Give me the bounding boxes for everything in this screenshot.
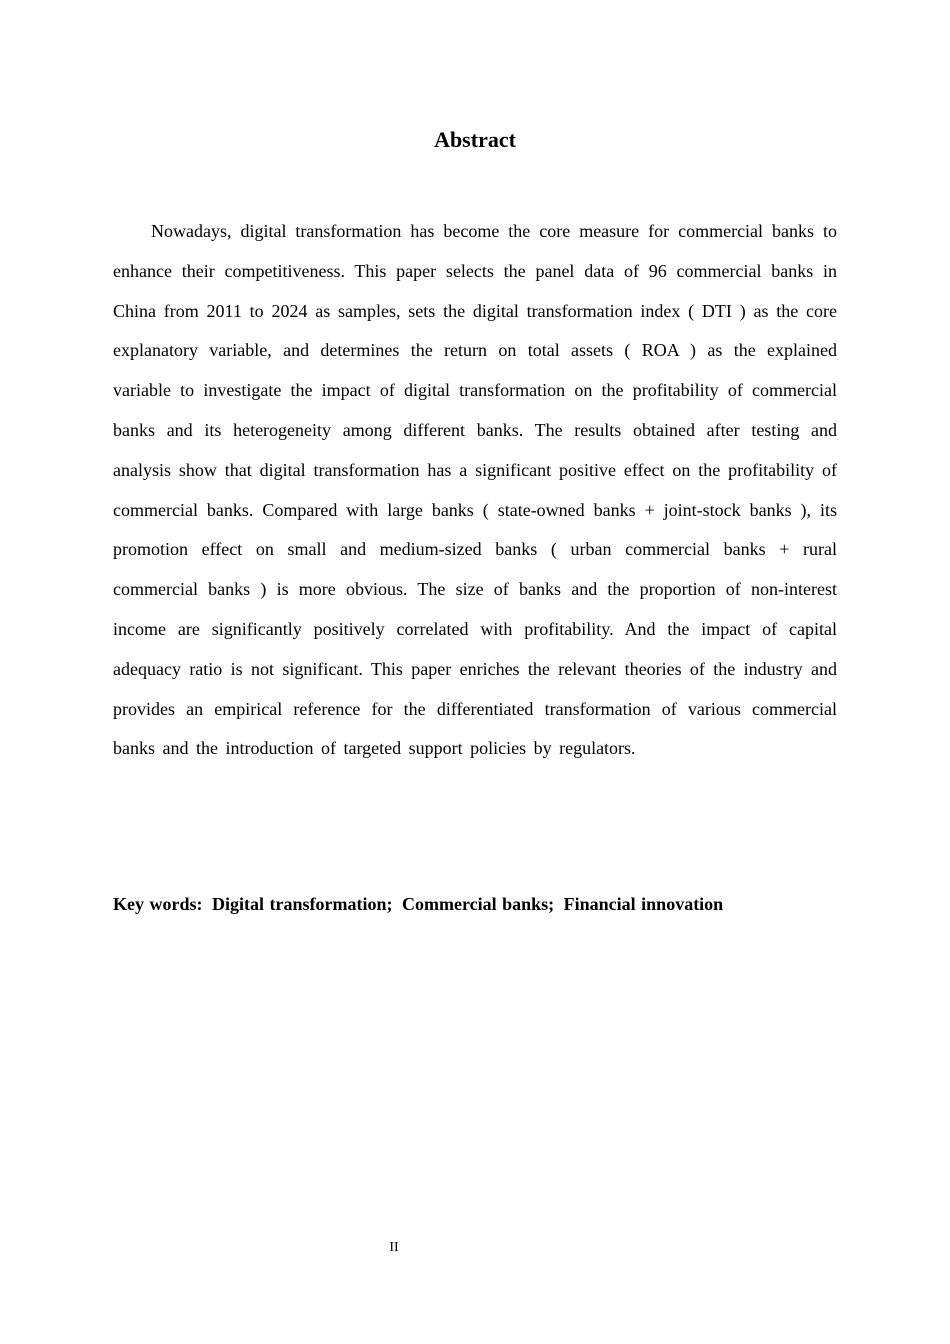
keywords-line [113, 888, 837, 920]
abstract-body: Nowadays, digital transformation has become the core measure for commercial banks to enhance their competitiveness. This paper selects the panel data of 96 commercial banks in China from 2011 to 2024 as samples, sets the digital transformation index ( DTI ) as the core explanatory variable, and determines the return on total assets ( ROA ) as the explained variable to investigate the impact of digital transformation on the profitability of commercial banks and its heterogeneity among different banks. The results obtained after testing and analysis show that digital transformation has a significant positive effect on the profitability of commercial banks. Compared with large banks ( state-owned banks + joint-stock banks ), its promotion effect on small and medium-sized banks ( urban commercial banks + rural commercial banks ) is more obvious. The size of banks and the proportion of non-interest income are significantly positively correlated with profitability. And the impact of capital adequacy ratio is not significant. This paper enriches the relevant theories of the industry and provides an empirical reference for the differentiated transformation of various commercial banks and the introduction of targeted support policies by regulators. [113, 221, 837, 759]
page-number: II [389, 1240, 399, 1255]
abstract-title: Abstract [434, 127, 516, 152]
keyword-item: Digital transformation; [212, 894, 393, 914]
keywords-label: Key words: [113, 894, 203, 914]
keyword-item: Commercial banks; [401, 894, 555, 914]
keyword-item: Financial innovation [563, 894, 724, 914]
